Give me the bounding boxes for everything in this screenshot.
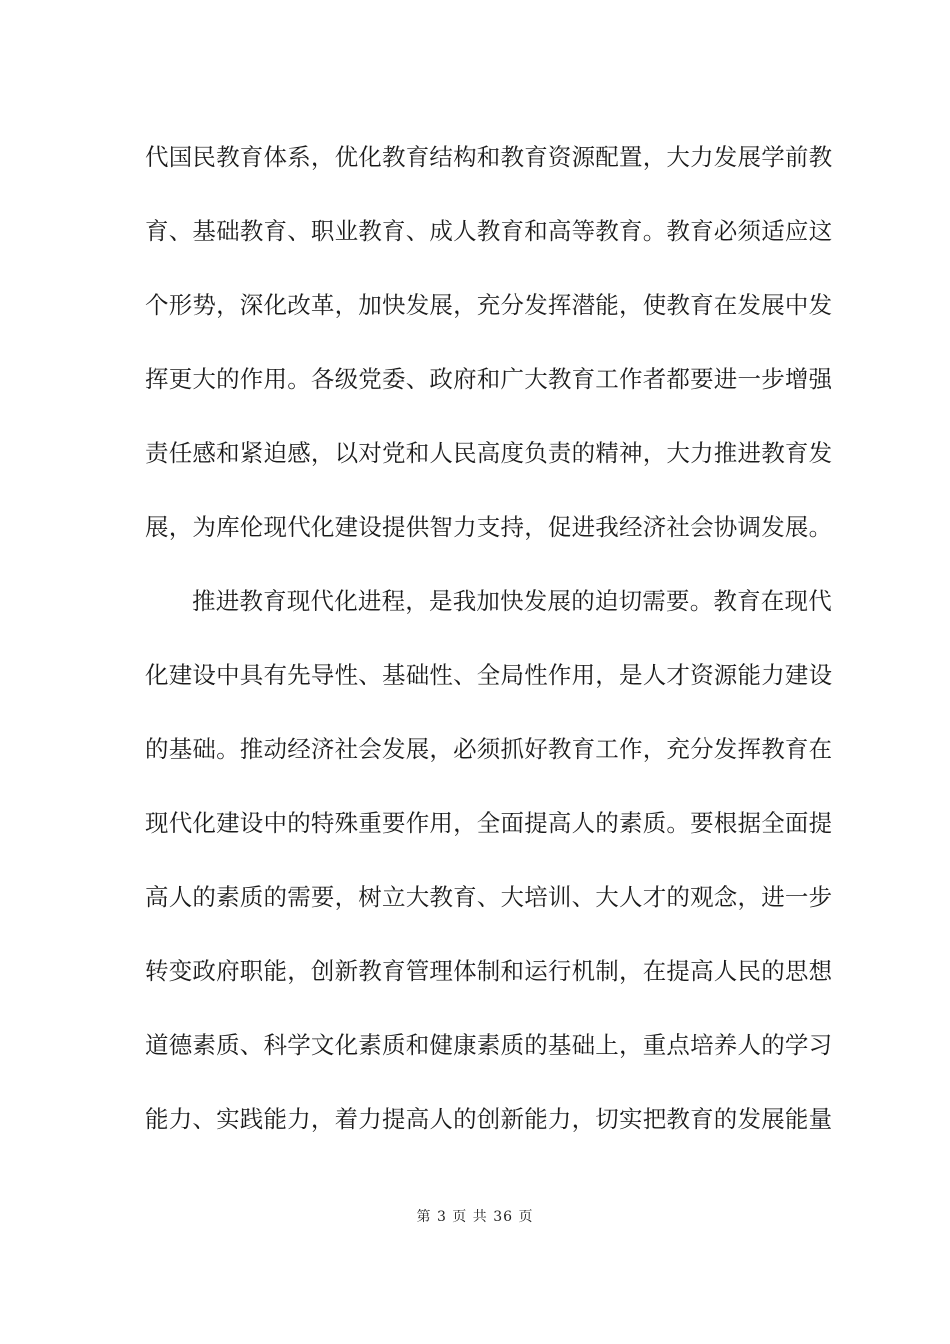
text-line: 的基础。推动经济社会发展，必须抓好教育工作，充分发挥教育在	[145, 735, 833, 763]
text-line: 代国民教育体系，优化教育结构和教育资源配置，大力发展学前教	[145, 143, 833, 171]
body-text	[145, 132, 833, 1168]
text-line: 化建设中具有先导性、基础性、全局性作用，是人才资源能力建设	[145, 661, 833, 689]
text-line: 转变政府职能，创新教育管理体制和运行机制，在提高人民的思想	[145, 957, 833, 985]
text-line: 能力、实践能力，着力提高人的创新能力，切实把教育的发展能量	[145, 1105, 833, 1133]
text-line: 责任感和紧迫感，以对党和人民高度负责的精神，大力推进教育发	[145, 439, 833, 467]
page-number-footer: 第 3 页 共 36 页	[416, 1209, 534, 1225]
text-line: 道德素质、科学文化素质和健康素质的基础上，重点培养人的学习	[145, 1031, 833, 1059]
text-line: 个形势，深化改革，加快发展，充分发挥潜能，使教育在发展中发	[145, 291, 833, 319]
text-line: 育、基础教育、职业教育、成人教育和高等教育。教育必须适应这	[145, 217, 833, 245]
text-line: 挥更大的作用。各级党委、政府和广大教育工作者都要进一步增强	[145, 365, 833, 393]
text-line: 展，为库伦现代化建设提供智力支持，促进我经济社会协调发展。	[145, 513, 833, 541]
paragraph-start-line: 推进教育现代化进程，是我加快发展的迫切需要。教育在现代	[192, 587, 832, 615]
text-line: 高人的素质的需要，树立大教育、大培训、大人才的观念，进一步	[145, 883, 833, 911]
text-line: 现代化建设中的特殊重要作用，全面提高人的素质。要根据全面提	[145, 809, 833, 837]
